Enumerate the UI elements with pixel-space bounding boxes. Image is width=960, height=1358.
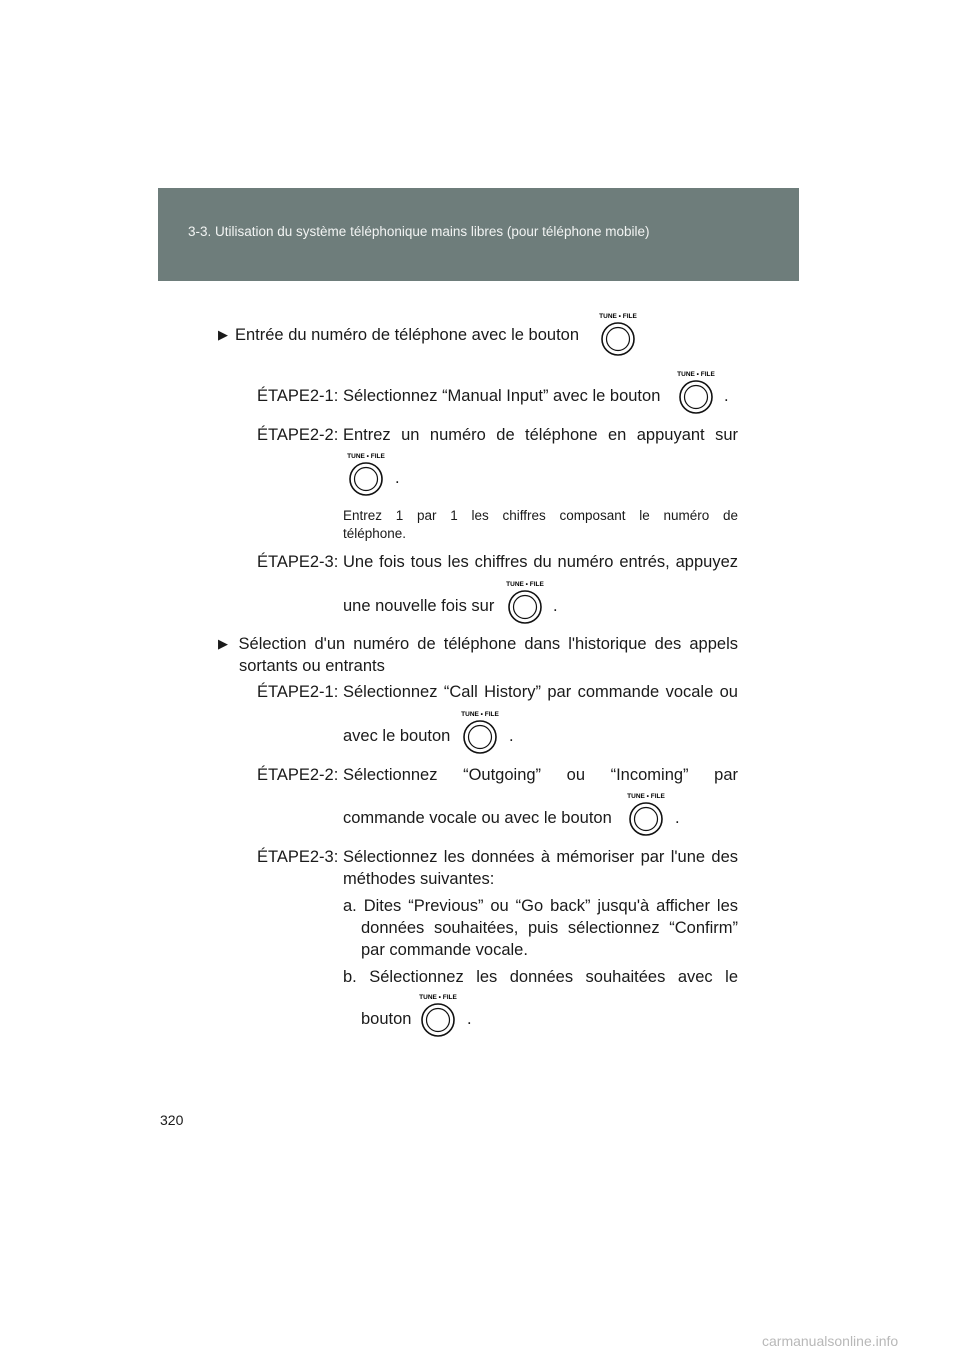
knob-inner-ring <box>685 386 708 409</box>
tune-file-knob-icon <box>506 579 544 625</box>
section-title: 3-3. Utilisation du système téléphonique mains libres (pour téléphone mobile) <box>188 224 650 239</box>
knob-graphic <box>627 791 665 837</box>
step-2-2-text: Entrez un numéro de téléphone en appuyant sur <box>343 426 738 444</box>
knob-inner-ring <box>355 468 378 491</box>
knob-label: TUNE • FILE <box>506 581 544 588</box>
knob-graphic <box>419 992 457 1038</box>
knob-graphic <box>677 369 715 415</box>
step-2-2: ÉTAPE2-2: <box>257 426 339 444</box>
knob-label: TUNE • FILE <box>461 711 499 718</box>
tune-file-knob-icon <box>419 992 457 1038</box>
tune-file-knob-icon <box>599 311 637 357</box>
watermark: carmanualsonline.info <box>762 1333 899 1349</box>
step-2-1: ÉTAPE2-1: <box>257 387 339 405</box>
knob-inner-ring <box>635 808 658 831</box>
step-2-1b: ÉTAPE2-1: <box>257 683 339 701</box>
page-number: 320 <box>160 1112 184 1128</box>
knob-inner-ring <box>514 596 537 619</box>
knob-inner-ring <box>427 1009 450 1032</box>
tune-file-knob-icon <box>627 791 665 837</box>
knob-graphic <box>461 709 499 755</box>
bullet-heading-1: ▶ Entrée du numéro de téléphone avec le bouton <box>218 326 580 344</box>
step-2-2b: ÉTAPE2-2: <box>257 766 339 784</box>
tune-file-knob-icon <box>677 369 715 415</box>
knob-graphic <box>599 311 637 357</box>
knob-label: TUNE • FILE <box>419 994 457 1001</box>
knob-label: TUNE • FILE <box>599 313 637 320</box>
tune-file-knob-icon <box>461 709 499 755</box>
step-2-3: ÉTAPE2-3: <box>257 553 339 571</box>
arrow-bullet-icon: ▶ <box>218 636 232 651</box>
knob-graphic <box>347 451 385 497</box>
knob-label: TUNE • FILE <box>677 371 715 378</box>
step-2-2-note: Entrez 1 par 1 les chiffres composant le numéro de <box>343 508 738 523</box>
knob-inner-ring <box>607 328 630 351</box>
bullet-heading-2: ▶ Sélection d'un numéro de téléphone dans l'historique des appels <box>218 635 738 653</box>
option-a: a. Dites “Previous” ou “Go back” jusqu'à afficher les <box>343 897 738 915</box>
knob-label: TUNE • FILE <box>347 453 385 460</box>
step-2-1-text: Sélectionnez “Manual Input” avec le bouton <box>343 387 661 405</box>
tune-file-knob-icon <box>347 451 385 497</box>
option-b: b. Sélectionnez les données souhaitées avec le <box>343 968 738 986</box>
step-2-3-text: Une fois tous les chiffres du numéro entrés, appuyez <box>343 553 738 571</box>
knob-inner-ring <box>469 726 492 749</box>
knob-label: TUNE • FILE <box>627 793 665 800</box>
section-header <box>158 188 799 281</box>
step-2-3b: ÉTAPE2-3: <box>257 848 339 866</box>
knob-graphic <box>506 579 544 625</box>
arrow-bullet-icon: ▶ <box>218 327 228 342</box>
